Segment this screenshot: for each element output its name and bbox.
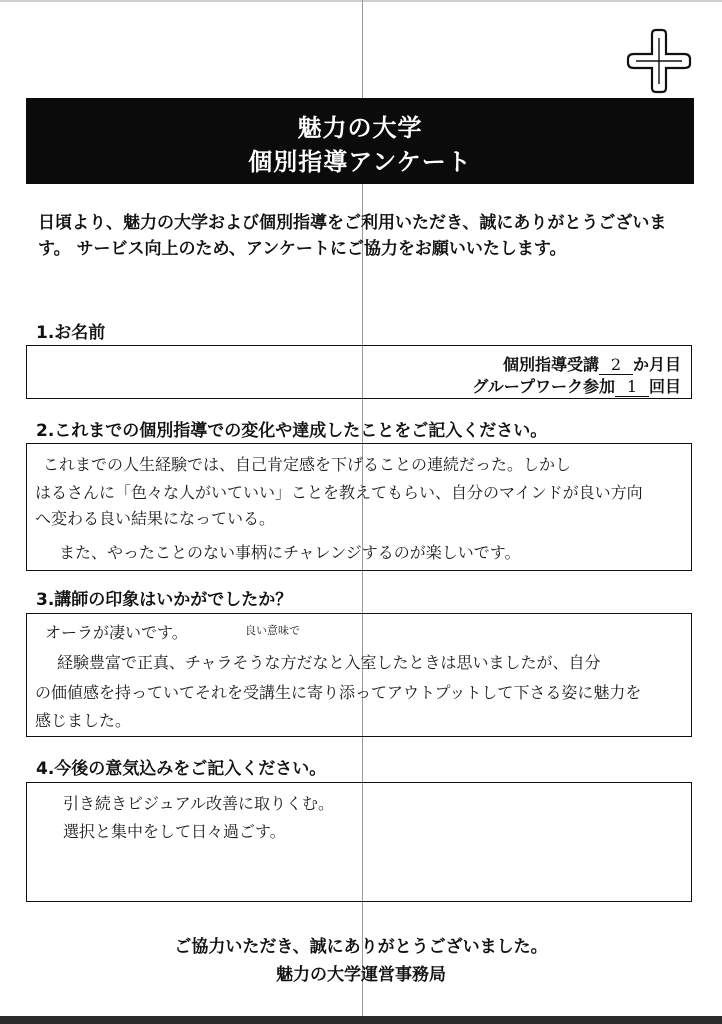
- answer-2-line-4: また、やったことのない事柄にチャレンジするのが楽しいです。: [59, 543, 521, 562]
- group-prefix: グループワーク参加: [472, 377, 615, 396]
- answer-4-line-2: 選択と集中をして日々過ごす。: [63, 822, 286, 841]
- answer-2-line-2: はるさんに「色々な人がいていい」ことを教えてもらい、自分のマインドが良い方向: [35, 483, 643, 502]
- lesson-suffix: か月目: [632, 355, 681, 374]
- lesson-prefix: 個別指導受講: [502, 355, 599, 374]
- lesson-month-value[interactable]: 2: [599, 355, 633, 375]
- title-line-2: 個別指導アンケート: [248, 148, 472, 176]
- answer-4-line-1: 引き続きビジュアル改善に取りくむ。: [63, 794, 335, 813]
- intro-text: 日頃より、魅力の大学および個別指導をご利用いただき、誠にありがとうございます。 サービス向上のため、アンケートにご協力をお願いいたします。: [38, 213, 667, 259]
- section-3-title: 3.講師の印象はいかがでしたか？: [36, 590, 293, 610]
- section-1-title: 1.お名前: [36, 323, 106, 343]
- name-box: [26, 345, 692, 399]
- answer-2-line-1: これまでの人生経験では、自己肯定感を下げることの連続だった。しかし: [43, 455, 572, 474]
- title-banner: [26, 98, 694, 184]
- answer-3-insert-note: 良い意味で: [245, 624, 300, 637]
- title-line-1: 魅力の大学: [297, 114, 423, 142]
- section-2-title: 2.これまでの個別指導での変化や達成したことをご記入ください。: [36, 421, 548, 441]
- answer-3-line-3: の価値感を持っていてそれを受講生に寄り添ってアウトプットして下さる姿に魅力を: [35, 683, 642, 702]
- footer-thanks: ご協力いただき、誠にありがとうございました。: [174, 937, 548, 957]
- answer-2-line-3: へ変わる良い結果になっている。: [35, 509, 276, 528]
- plus-cross-logo-icon: [626, 28, 692, 94]
- lesson-month-row: [503, 352, 681, 375]
- answer-3-line-2: 経験豊富で正真、チャラそうな方だなと入室したときは思いましたが、自分: [57, 653, 601, 672]
- group-suffix: 回目: [648, 377, 681, 396]
- answer-3-line-4: 感じました。: [35, 711, 132, 730]
- answer-box-4[interactable]: [26, 782, 692, 902]
- scan-bottom-edge: [0, 1016, 722, 1024]
- group-work-value[interactable]: 1: [615, 377, 649, 397]
- group-work-row: [472, 374, 681, 397]
- scan-top-edge: [0, 0, 722, 2]
- section-4-title: 4.今後の意気込みをご記入ください。: [36, 759, 327, 779]
- answer-box-2[interactable]: [26, 443, 692, 571]
- answer-box-3[interactable]: [26, 613, 692, 737]
- footer-office: 魅力の大学運営事務局: [276, 965, 446, 985]
- answer-3-line-1: オーラが凄いです。: [45, 623, 188, 642]
